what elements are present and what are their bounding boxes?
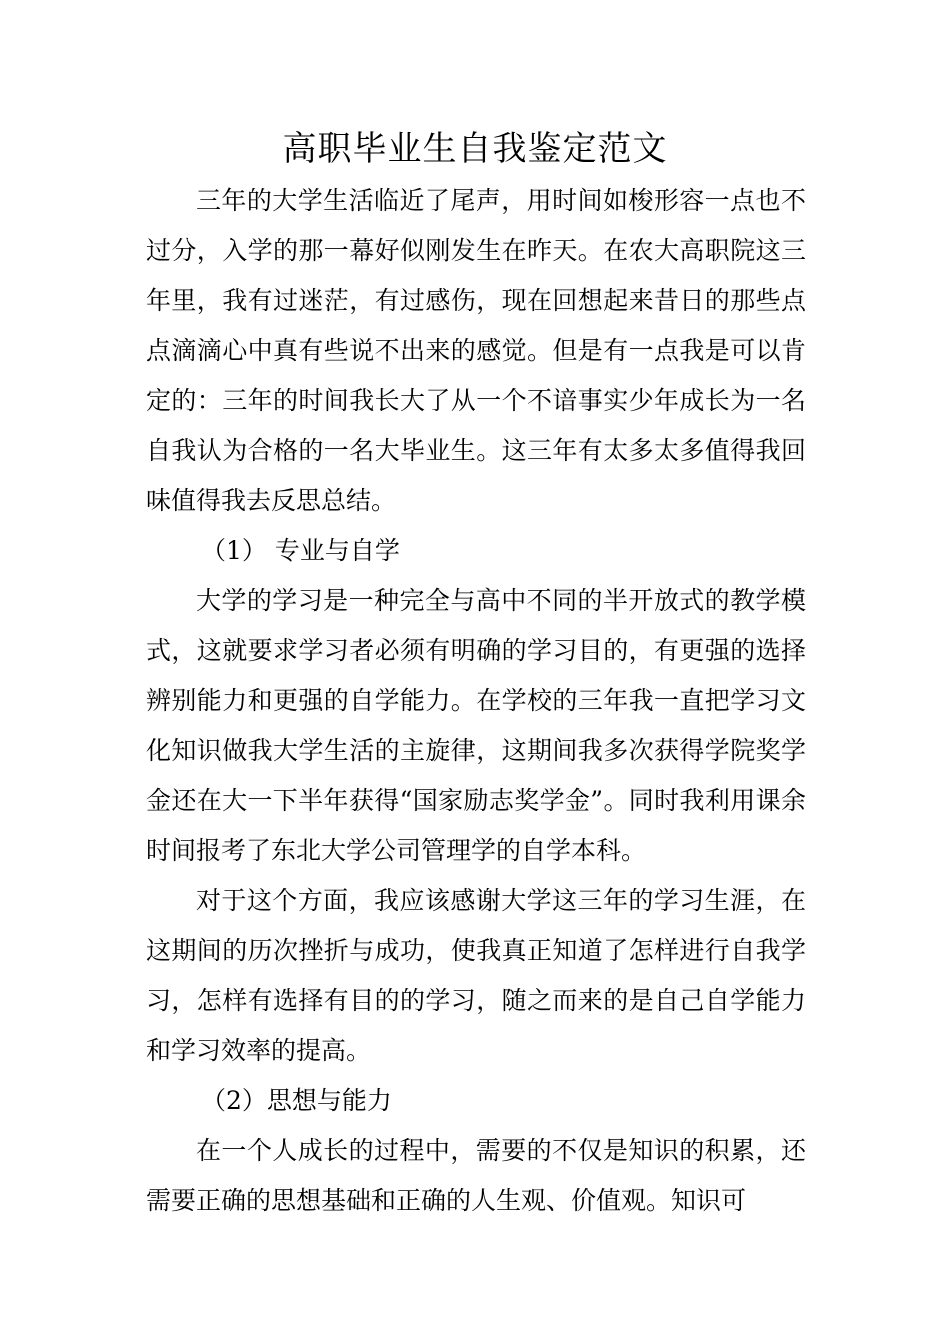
paragraph-growth: 在一个人成长的过程中，需要的不仅是知识的积累，还需要正确的思想基础和正确的人生观、价值观。知识可 [146, 1136, 806, 1215]
document-body [146, 176, 806, 1226]
section-heading-thought-and-ability: （2）思想与能力 [201, 1086, 392, 1115]
document-title: 高职毕业生自我鉴定范文 [282, 129, 668, 169]
paragraph-study-mode: 大学的学习是一种完全与高中不同的半开放式的教学模式，这就要求学习者必须有明确的学习目的，有更强的选择辨别能力和更强的自学能力。在学校的三年我一直把学习文化知识做我大学生活的主旋律，这期间我多次获得学院奖学金还在大一下半年获得“国家励志奖学金”。同时我利用课余时间报考了东北大学公司管理学的自学本科。 [146, 586, 806, 865]
paragraph-gratitude: 对于这个方面，我应该感谢大学这三年的学习生涯，在这期间的历次挫折与成功，使我真正知道了怎样进行自我学习，怎样有选择有目的的学习，随之而来的是自己自学能力和学习效率的提高。 [146, 886, 806, 1065]
section-heading-major-and-self-study: （1） 专业与自学 [201, 536, 400, 565]
paragraph-intro: 三年的大学生活临近了尾声，用时间如梭形容一点也不过分，入学的那一幕好似刚发生在昨天。在农大高职院这三年里，我有过迷茫，有过感伤，现在回想起来昔日的那些点点滴滴心中真有些说不出来的感觉。但是有一点我是可以肯定的：三年的时间我长大了从一个不谙事实少年成长为一名自我认为合格的一名大毕业生。这三年有太多太多值得我回味值得我去反思总结。 [146, 186, 806, 515]
